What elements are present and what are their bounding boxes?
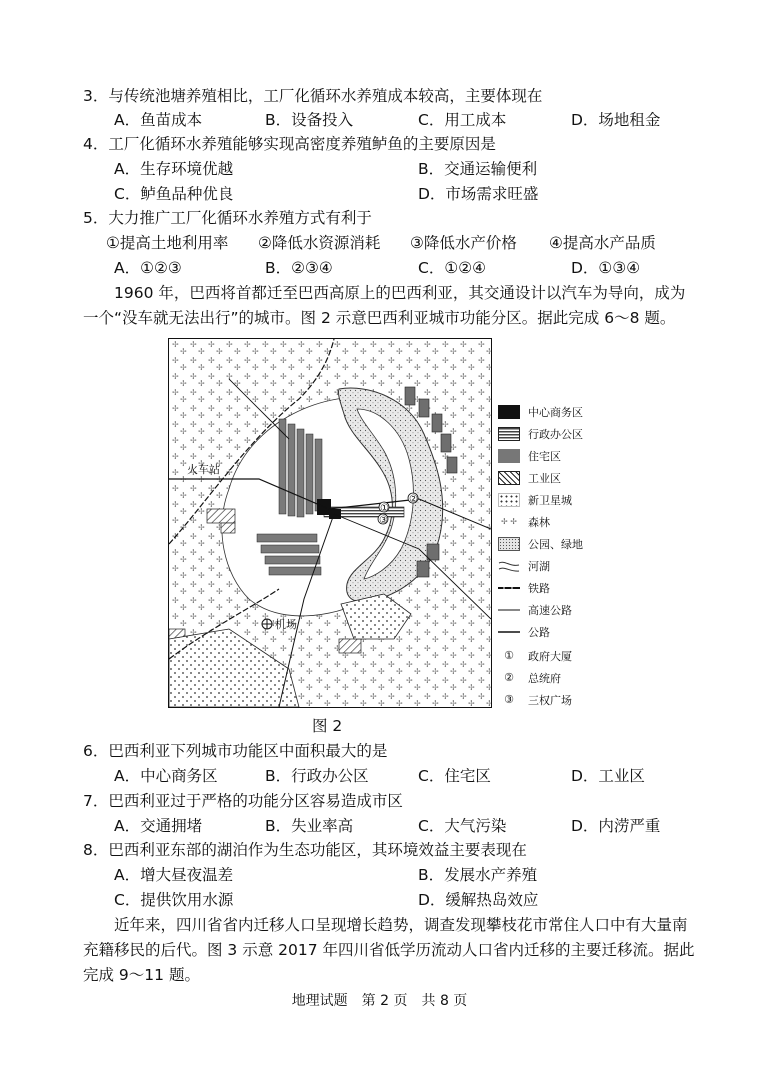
- figure-caption: 图 2: [312, 717, 343, 735]
- brasilia-zoning-map: [168, 338, 492, 708]
- q5-statement-1: ①提高土地利用率: [106, 234, 229, 252]
- page-footer: 地理试题 第 2 页 共 8 页: [291, 993, 468, 1009]
- q4-option-a: A．生存环境优越: [114, 160, 234, 178]
- dots-icon: [498, 493, 520, 507]
- passage-2-line-1: 近年来，四川省省内迁移人口呈现增长趋势，调查发现攀枝花市常住人口中有大量南: [114, 916, 688, 934]
- q5-statement-3: ③降低水产价格: [410, 234, 517, 252]
- legend-item-residential: 住宅区: [498, 448, 561, 464]
- q7-option-b: B．失业率高: [265, 817, 354, 835]
- q7-option-d: D．内涝严重: [571, 817, 661, 835]
- legend-item-railway: 铁路: [498, 580, 550, 596]
- circled-3-icon: ③: [504, 693, 514, 706]
- tree-marks-icon: ✢ ✢: [501, 517, 517, 526]
- marker-2: ②: [409, 494, 418, 505]
- circled-2-icon: ②: [504, 671, 514, 684]
- legend-item-road: 公路: [498, 624, 550, 640]
- passage-2-line-3: 完成 9～11 题。: [83, 966, 200, 984]
- solid-black-icon: [498, 405, 520, 419]
- passage-1-line-1: 1960 年，巴西将首都迁至巴西高原上的巴西利亚，其交通设计以汽车为导向，成为: [114, 284, 686, 302]
- diagonal-hatch-icon: [498, 471, 520, 485]
- question-6-stem: 6．巴西利亚下列城市功能区中面积最大的是: [83, 742, 388, 760]
- q4-option-c: C．鲈鱼品种优良: [114, 185, 234, 203]
- q7-option-c: C．大气污染: [418, 817, 507, 835]
- legend-item-park: 公园、绿地: [498, 536, 583, 552]
- q5-statement-4: ④提高水产品质: [549, 234, 656, 252]
- legend-item-satellite: 新卫星城: [498, 492, 572, 508]
- q6-option-d: D．工业区: [571, 767, 645, 785]
- q3-option-b: B．设备投入: [265, 111, 354, 129]
- q3-option-d: D．场地租金: [571, 111, 661, 129]
- stipple-icon: [498, 537, 520, 551]
- legend-item-river: 河湖: [498, 558, 550, 574]
- legend-item-forest: ✢ ✢ 森林: [498, 514, 550, 530]
- question-8-stem: 8．巴西利亚东部的湖泊作为生态功能区，其环境效益主要表现在: [83, 841, 527, 859]
- q8-option-b: B．发展水产养殖: [418, 866, 538, 884]
- question-3-stem: 3．与传统池塘养殖相比，工厂化循环水养殖成本较高，主要体现在: [83, 87, 543, 105]
- legend-item-three-powers: ③ 三权广场: [498, 692, 572, 708]
- q3-option-c: C．用工成本: [418, 111, 507, 129]
- question-5-stem: 5．大力推广工厂化循环水养殖方式有利于: [83, 209, 372, 227]
- q8-option-c: C．提供饮用水源: [114, 891, 234, 909]
- legend-item-presidential: ② 总统府: [498, 670, 561, 686]
- circled-1-icon: ①: [504, 649, 514, 662]
- airport-icon: [262, 619, 272, 629]
- q4-option-d: D．市场需求旺盛: [418, 185, 539, 203]
- marker-1: ①: [380, 503, 389, 514]
- q4-option-b: B．交通运输便利: [418, 160, 538, 178]
- marker-3: ③: [379, 515, 388, 526]
- solid-gray-icon: [498, 449, 520, 463]
- highway-line-icon: [498, 603, 520, 617]
- q6-option-a: A．中心商务区: [114, 767, 218, 785]
- train-station-label: 火车站: [187, 463, 220, 476]
- legend-item-cbd: 中心商务区: [498, 404, 583, 420]
- legend-item-government: ① 政府大厦: [498, 648, 572, 664]
- question-7-stem: 7．巴西利亚过于严格的功能分区容易造成市区: [83, 792, 403, 810]
- q6-option-c: C．住宅区: [418, 767, 491, 785]
- q8-option-a: A．增大昼夜温差: [114, 866, 234, 884]
- legend-item-highway: 高速公路: [498, 602, 572, 618]
- q5-option-b: B．②③④: [265, 259, 333, 277]
- legend-item-industrial: 工业区: [498, 470, 561, 486]
- horizontal-stripes-icon: [498, 427, 520, 441]
- airport-label: 机场: [275, 618, 297, 631]
- q7-option-a: A．交通拥堵: [114, 817, 203, 835]
- q5-option-a: A．①②③: [114, 259, 182, 277]
- passage-1-line-2: 一个“没车就无法出行”的城市。图 2 示意巴西利亚城市功能分区。据此完成 6～8 题。: [83, 309, 676, 327]
- rail-line-icon: [498, 581, 520, 595]
- road-line-icon: [498, 625, 520, 639]
- q8-option-d: D．缓解热岛效应: [418, 891, 539, 909]
- q5-option-c: C．①②④: [418, 259, 487, 277]
- q5-option-d: D．①③④: [571, 259, 641, 277]
- question-4-stem: 4．工厂化循环水养殖能够实现高密度养殖鲈鱼的主要原因是: [83, 135, 496, 153]
- q3-option-a: A．鱼苗成本: [114, 111, 203, 129]
- passage-2-line-2: 充籍移民的后代。图 3 示意 2017 年四川省低学历流动人口省内迁移的主要迁移流。据此: [83, 941, 695, 959]
- river-outline-icon: [498, 559, 520, 573]
- q5-statement-2: ②降低水资源消耗: [258, 234, 381, 252]
- q6-option-b: B．行政办公区: [265, 767, 369, 785]
- legend-item-admin: 行政办公区: [498, 426, 583, 442]
